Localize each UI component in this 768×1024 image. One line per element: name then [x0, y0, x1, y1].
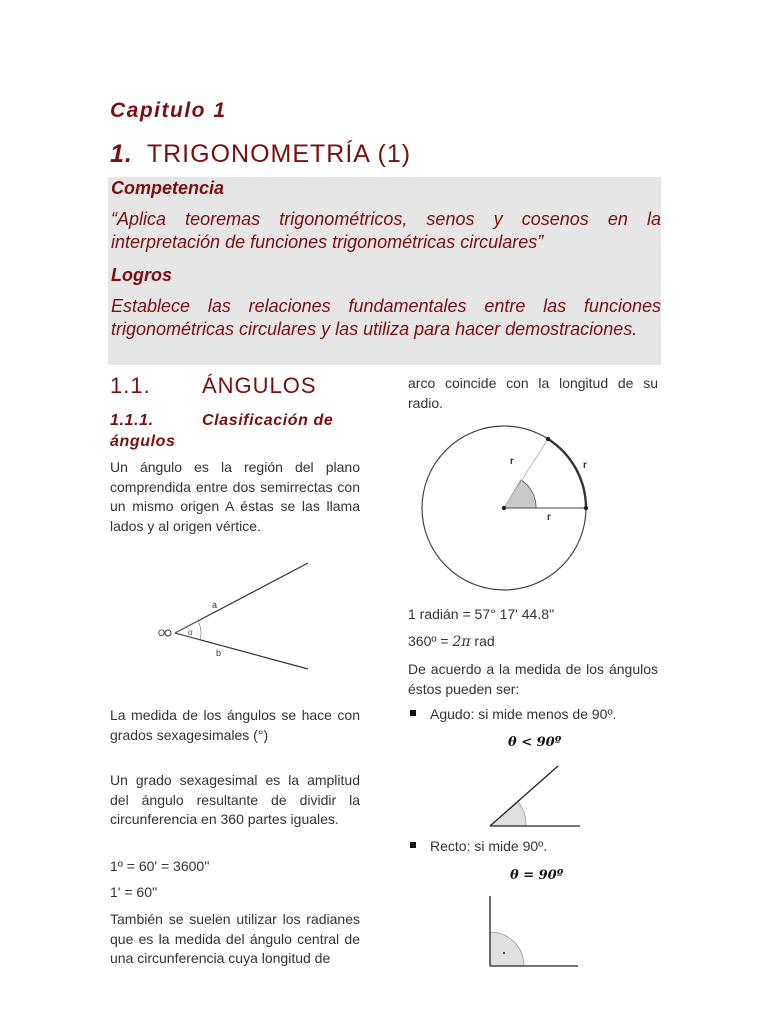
- bullet-square-icon: [410, 842, 416, 848]
- medida-text: La medida de los ángulos se hace con grados sexagesimales (°): [110, 707, 360, 743]
- radius-label-1: r: [510, 456, 514, 467]
- rad-unit: rad: [470, 633, 495, 649]
- deg360-lhs: 360º =: [408, 633, 453, 649]
- center-dot: [502, 506, 506, 510]
- arc-end-dot: [584, 506, 588, 510]
- recto-formula: θ = 90º: [510, 868, 564, 883]
- right-angle-arc: [490, 932, 524, 966]
- arc-length: [548, 439, 586, 508]
- radianes-text: También se suelen utilizar los radianes que es la medida del ángulo central de una circunferencia cuya longitud de: [110, 911, 360, 966]
- right-angle-dot: [503, 952, 505, 954]
- section-title: ÁNGULOS: [202, 373, 317, 398]
- subsection-heading: [110, 410, 360, 452]
- logros-text: Establece las relaciones fundamentales entre las funciones trigonométricas circulares y las utiliza para hacer demostraciones.: [111, 296, 661, 339]
- angle-figure: [160, 556, 320, 676]
- subsection-number: 1.1.1.: [110, 412, 154, 429]
- degree-equation: 1º = 60' = 3600'': [110, 858, 210, 874]
- title-number: 1.: [110, 140, 133, 168]
- right-angle-figure: [486, 894, 586, 970]
- radian-sector: [504, 480, 536, 508]
- title-text: TRIGONOMETRÍA (1): [146, 140, 412, 168]
- two-pi: 2π: [452, 634, 471, 650]
- bullet-recto: [410, 838, 547, 854]
- agudo-formula: θ < 90º: [508, 735, 562, 750]
- radian-circle-figure: [418, 434, 588, 594]
- section-number: 1.1.: [110, 373, 151, 398]
- angle-definition: Un ángulo es la región del plano comprendida entre dos semirrectas con un mismo origen A éstas se las llama lados y al origen vértice.: [110, 459, 360, 534]
- section-heading: [110, 373, 317, 399]
- bullet-agudo: [410, 706, 616, 722]
- arc-start-dot: [546, 437, 550, 441]
- recto-text: Recto: si mide 90º.: [430, 838, 548, 854]
- grado-text: Un grado sexagesimal es la amplitud del ángulo resultante de dividir la circunferencia en 360 partes iguales.: [110, 772, 360, 827]
- arc-label: r: [583, 460, 587, 471]
- radius-label-2: r: [547, 512, 551, 523]
- agudo-text: Agudo: si mide menos de 90º.: [430, 706, 617, 722]
- acute-angle-arc: [490, 802, 526, 826]
- side-b-label: b: [216, 648, 222, 658]
- vertex-marker: [165, 630, 171, 636]
- chapter-heading: Capitulo 1: [110, 99, 227, 122]
- subsection-title: Clasificación de ángulos: [110, 412, 334, 450]
- bullet-square-icon: [410, 710, 416, 716]
- logros-heading: Logros: [111, 265, 172, 285]
- side-a-label: a: [212, 600, 218, 610]
- angle-label: α: [188, 628, 193, 637]
- deg360-equation: [408, 632, 658, 653]
- acuerdo-text: De acuerdo a la medida de los ángulos éstos pueden ser:: [408, 661, 658, 697]
- arco-text: arco coincide con la longitud de su radio.: [408, 375, 658, 411]
- radian-equation: 1 radián = 57° 17' 44.8'': [408, 606, 555, 622]
- vertex-label: O: [158, 628, 166, 638]
- competencia-text: “Aplica teoremas trigonométricos, senos y cosenos en la interpretación de funciones trigonométricas circulares”: [111, 209, 661, 252]
- minute-equation: 1' = 60'': [110, 884, 158, 900]
- chapter-title: [110, 140, 411, 169]
- acute-angle-figure: [486, 762, 586, 830]
- competencia-heading: Competencia: [111, 178, 225, 198]
